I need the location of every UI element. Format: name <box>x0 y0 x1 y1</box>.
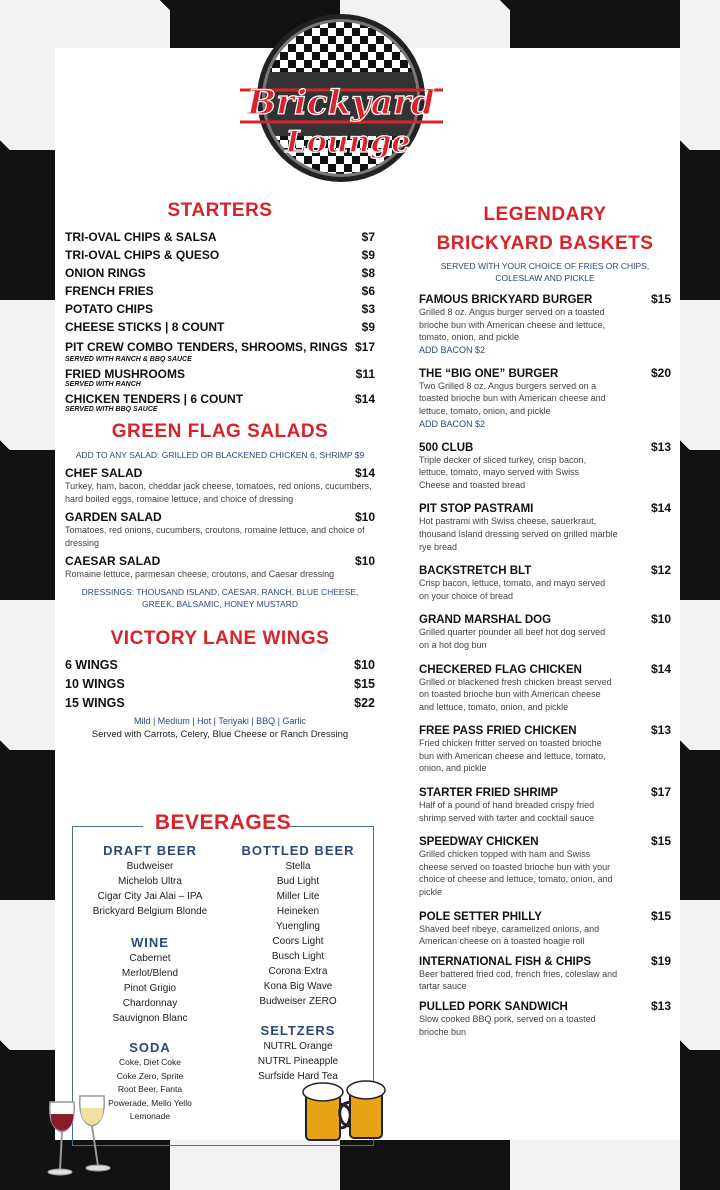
beverage-item: Corona Extra <box>268 966 328 977</box>
wine-glasses-icon <box>40 1070 120 1180</box>
beverage-item: NUTRL Orange <box>263 1041 333 1052</box>
beverage-item: Surfside Hard Tea <box>258 1071 338 1082</box>
basket-item <box>419 563 671 602</box>
starter-item <box>65 248 375 262</box>
beverage-item: Pinot Grigio <box>123 983 177 994</box>
item-name: BACKSTRETCH BLT <box>419 565 532 578</box>
item-price: $11 <box>355 367 375 381</box>
wing-served: Served with Carrots, Celery, Blue Cheese or Ranch Dressing <box>91 728 349 740</box>
wing-item <box>65 658 375 672</box>
salad-item <box>65 510 375 549</box>
beverage-item: Cabernet <box>129 953 171 964</box>
beverage-item: Miller Lite <box>276 891 320 902</box>
item-desc: Crisp bacon, lettuce, tomato, and mayo served on your choice of bread <box>419 578 606 601</box>
item-desc: Two Grilled 8 oz. Angus burgers served on a toasted brioche bun with American cheese and lettuce, tomato, onion, and pickle <box>419 380 606 416</box>
bottled-beer-title: BOTTLED BEER <box>241 843 355 858</box>
item-desc: Romaine lettuce, parmesan cheese, croutons, and Caesar dressing <box>65 569 335 580</box>
basket-item <box>419 440 671 492</box>
item-price: $17 <box>354 340 375 354</box>
baskets-note: SERVED WITH YOUR CHOICE OF FRIES OR CHIPS, COLESLAW AND PICKLE <box>440 261 650 283</box>
item-desc: Fried chicken fritter served on toasted brioche bun with American cheese and lettuce, tomato, onion, and pickle <box>419 738 606 774</box>
basket-item <box>419 501 671 553</box>
starter-item <box>65 392 375 413</box>
item-price: $8 <box>361 266 375 280</box>
beverages-right-column <box>228 843 368 1084</box>
starter-item <box>65 230 375 244</box>
wing-item <box>65 677 375 691</box>
draft-beer-title: DRAFT BEER <box>103 843 197 858</box>
beverage-item: Budweiser ZERO <box>259 996 337 1007</box>
beverage-item: Lemonade <box>129 1111 171 1121</box>
item-extra: TENDERS, SHROOMS, RINGS <box>177 340 348 354</box>
basket-item <box>419 999 671 1038</box>
beverage-item: Stella <box>285 861 311 872</box>
starters-list <box>65 230 375 413</box>
item-name: TRI-OVAL CHIPS & QUESO <box>65 248 220 262</box>
item-price: $12 <box>650 563 671 578</box>
beverage-item: Root Beer, Fanta <box>117 1084 183 1094</box>
beverage-item: Coke, Diet Coke <box>119 1057 181 1067</box>
item-name: 10 WINGS <box>65 676 125 691</box>
basket-item <box>419 834 671 898</box>
wine-title: WINE <box>131 935 169 950</box>
logo-line1: Brickyard <box>247 83 435 123</box>
beverage-item: Yuengling <box>276 921 320 932</box>
item-price: $10 <box>650 612 671 627</box>
item-name: ONION RINGS <box>65 266 146 280</box>
starter-item <box>65 266 375 280</box>
beverage-item: Cigar City Jai Alai – IPA <box>97 891 203 902</box>
brickyard-lounge-logo <box>240 12 443 190</box>
item-addon: ADD BACON $2 <box>419 418 486 429</box>
beverage-item: Kona Big Wave <box>263 981 333 992</box>
item-price: $3 <box>361 302 375 316</box>
beverage-item: Bud Light <box>276 876 320 887</box>
beverage-item: NUTRL Pineapple <box>257 1056 339 1067</box>
basket-item <box>419 366 671 430</box>
item-name: SPEEDWAY CHICKEN <box>419 836 539 849</box>
item-name: THE “BIG ONE” BURGER <box>419 367 559 380</box>
item-price: $17 <box>650 785 671 800</box>
baskets-title-line1: LEGENDARY <box>483 204 607 225</box>
wing-item <box>65 696 375 710</box>
item-price: $6 <box>361 284 375 298</box>
item-name: POTATO CHIPS <box>65 302 154 316</box>
beverage-item: Sauvignon Blanc <box>112 1013 188 1024</box>
item-desc: Half of a pound of hand breaded crispy fried shrimp served with tarter and cocktail sauce <box>419 800 595 823</box>
item-sub: SERVED WITH BBQ SAUCE <box>65 406 158 413</box>
item-desc: Grilled 8 oz. Angus burger served on a toasted brioche bun with American cheese and lettuce, tomato, onion, and pickle <box>419 307 606 343</box>
salad-item <box>65 554 375 581</box>
beverage-item: Coke Zero, Sprite <box>116 1070 184 1081</box>
starter-item <box>65 284 375 298</box>
item-name: FREE PASS FRIED CHICKEN <box>419 725 577 738</box>
item-desc: Grilled quarter pounder all beef hot dog served on a hot dog bun <box>419 627 606 650</box>
item-name: GARDEN SALAD <box>65 510 162 525</box>
item-price: $14 <box>354 466 375 480</box>
item-price: $9 <box>361 320 375 334</box>
item-name: GRAND MARSHAL DOG <box>419 614 552 627</box>
item-name: FRIED MUSHROOMS <box>65 367 185 381</box>
salads-note: ADD TO ANY SALAD: GRILLED OR BLACKENED CHICKEN 6, SHRIMP $9 <box>75 450 365 460</box>
item-price: $15 <box>354 676 375 691</box>
item-sub: SERVED WITH RANCH <box>65 381 141 388</box>
item-price: $13 <box>650 999 671 1013</box>
logo-line2: Lounge <box>285 125 411 160</box>
item-name: POLE SETTER PHILLY <box>419 910 542 923</box>
beverages-title: BEVERAGES <box>154 811 292 834</box>
item-name: 500 CLUB <box>419 441 474 454</box>
item-price: $7 <box>361 230 375 244</box>
beer-mugs-icon <box>300 1070 390 1150</box>
starter-item <box>65 320 375 334</box>
item-price: $13 <box>650 439 671 454</box>
starter-item <box>65 302 375 316</box>
item-desc: Triple decker of sliced turkey, crisp bacon, lettuce, tomato, mayo served with Swiss Cheese and toasted bread <box>419 454 587 490</box>
starters-title: STARTERS <box>167 200 273 221</box>
wing-flavors: Mild | Medium | Hot | Teriyaki | BBQ | Garlic <box>133 715 307 726</box>
item-price: $13 <box>650 723 671 738</box>
basket-item <box>419 292 671 356</box>
item-sub: SERVED WITH RANCH & BBQ SAUCE <box>65 356 192 363</box>
item-price: $15 <box>650 834 671 849</box>
soda-title: SODA <box>129 1040 171 1055</box>
item-name: CHECKERED FLAG CHICKEN <box>419 663 582 676</box>
item-price: $15 <box>650 908 671 923</box>
beverage-item: Heineken <box>276 906 320 917</box>
item-desc: Slow cooked BBQ pork, served on a toasted brioche bun <box>419 1014 596 1037</box>
beverage-item: Chardonnay <box>122 998 178 1009</box>
item-name: 6 WINGS <box>65 657 118 672</box>
item-desc: Hot pastrami with Swiss cheese, sauerkraut, thousand Island dressing served on grilled marble rye bread <box>419 516 618 552</box>
right-column <box>419 200 671 1038</box>
beverage-item: Budweiser <box>126 861 174 872</box>
item-price: $14 <box>354 392 375 406</box>
salads-title: GREEN FLAG SALADS <box>111 421 329 442</box>
beverage-item: Merlot/Blend <box>121 968 179 979</box>
item-name: PULLED PORK SANDWICH <box>419 1001 568 1013</box>
item-price: $22 <box>354 695 375 710</box>
basket-item <box>419 954 671 993</box>
item-price: $14 <box>650 661 671 676</box>
item-name: CHICKEN TENDERS | 6 COUNT <box>65 392 244 406</box>
left-column <box>65 200 375 740</box>
item-price: $20 <box>650 365 671 380</box>
item-price: $10 <box>354 510 375 525</box>
beverage-item: Michelob Ultra <box>118 876 182 887</box>
item-desc: Tomatoes, red onions, cucumbers, croutons, romaine lettuce, and choice of dressing <box>65 525 365 548</box>
starter-item <box>65 367 375 388</box>
item-desc: Turkey, ham, bacon, cheddar jack cheese, tomatoes, red onions, cucumbers, hard boiled eggs, romaine lettuce, and choice of dressing <box>65 481 372 504</box>
item-name: FAMOUS BRICKYARD BURGER <box>419 294 593 306</box>
item-name: CAESAR SALAD <box>65 554 161 569</box>
item-name: INTERNATIONAL FISH & CHIPS <box>419 955 592 968</box>
beverage-item: Powerade, Mello Yello <box>108 1097 192 1108</box>
item-desc: Shaved beef ribeye, caramelized onions, and American cheese on a toasted hoagie roll <box>419 923 600 947</box>
basket-item <box>419 612 671 651</box>
item-price: $19 <box>650 953 671 968</box>
basket-item <box>419 662 671 714</box>
item-desc: Grilled chicken topped with ham and Swiss cheese served on toasted brioche bun with your choice of cheese and lettuce, tomato, onion, and pickle <box>419 849 613 898</box>
salad-item <box>65 466 375 505</box>
item-name: CHEESE STICKS | 8 COUNT <box>65 320 225 334</box>
item-name: FRENCH FRIES <box>65 284 154 298</box>
item-price: $9 <box>361 248 375 262</box>
item-desc: Grilled or blackened fresh chicken breast served on toasted brioche bun with American cheese and lettuce, tomato, onion, and pickle <box>419 676 612 712</box>
basket-item <box>419 909 671 948</box>
basket-item <box>419 785 671 824</box>
item-name: CHEF SALAD <box>65 466 143 480</box>
item-name: PIT CREW COMBO <box>65 340 173 354</box>
item-name: 15 WINGS <box>65 695 125 710</box>
seltzers-title: SELTZERS <box>260 1023 336 1038</box>
item-price: $10 <box>354 554 375 569</box>
item-name: PIT STOP PASTRAMI <box>419 503 534 516</box>
item-price: $10 <box>354 657 375 672</box>
item-desc: Beer battered fried cod, french fries, coleslaw and tartar sauce <box>419 968 618 992</box>
item-name: TRI-OVAL CHIPS & SALSA <box>65 230 217 244</box>
beverage-item: Busch Light <box>271 951 325 962</box>
starter-item <box>65 338 375 363</box>
item-addon: ADD BACON $2 <box>419 344 486 355</box>
item-price: $14 <box>650 501 671 516</box>
beverage-item: Coors Light <box>272 936 324 947</box>
item-price: $15 <box>650 292 671 306</box>
item-name: STARTER FRIED SHRIMP <box>419 787 559 800</box>
basket-item <box>419 723 671 775</box>
beverage-item: Brickyard Belgium Blonde <box>92 906 208 917</box>
dressings-note: DRESSINGS: THOUSAND ISLAND, CAESAR, RANCH, BLUE CHEESE, GREEK, BALSAMIC, HONEY MUSTARD <box>81 586 359 609</box>
wings-title: VICTORY LANE WINGS <box>110 627 330 649</box>
baskets-title-line2: BRICKYARD BASKETS <box>436 233 654 254</box>
